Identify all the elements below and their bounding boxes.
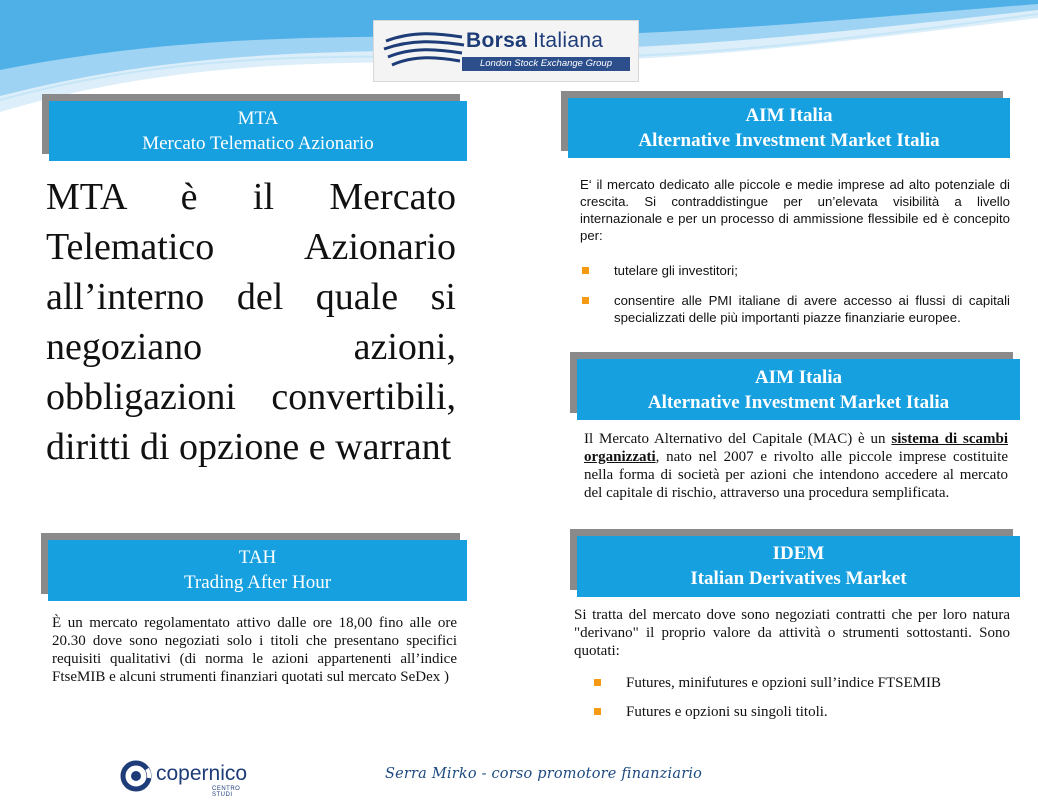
aim-description: E‘ il mercato dedicato alle piccole e medie imprese ad alto potenziale di crescita. Si contraddistingue per un’elevata visibilità a livello internazionale e per un processo di ammissione flessibile ed è concepito per: xyxy=(580,177,1010,243)
bullet-square-icon xyxy=(594,679,601,686)
logo-subtitle: London Stock Exchange Group xyxy=(462,57,630,71)
idem-bullet-1: Futures, minifutures e opzioni sull’indice FTSEMIB xyxy=(594,674,1010,692)
idem-description: Si tratta del mercato dove sono negoziati contratti che per loro natura "derivano" il proprio valore da attività o strumenti sottostanti. Sono quotati: xyxy=(574,607,1010,659)
tah-subtitle: Trading After Hour xyxy=(183,572,332,593)
idem-bullet-2: Futures e opzioni su singoli titoli. xyxy=(594,703,1010,721)
bullet-square-icon xyxy=(594,708,601,715)
copernico-swirl-icon xyxy=(120,760,152,792)
aim-subtitle: Alternative Investment Market Italia xyxy=(638,130,940,151)
logo-name: Borsa Italiana xyxy=(466,29,604,52)
aim-banner xyxy=(568,98,1010,158)
aim-bullet-2: consentire alle PMI italiane di avere accesso ai flussi di capitali specializzati delle più importanti piazze finanziarie europee. xyxy=(582,292,1010,346)
mac-description: Il Mercato Alternativo del Capitale (MAC) è un sistema di scambi organizzati, nato nel 2007 e rivolto alle piccole imprese costituite nella forma di società per azioni che intendono accedere al mercato del capitale di rischio, attraverso una procedura semplificata. xyxy=(584,431,1009,501)
tah-title: TAH xyxy=(238,547,277,568)
mac-highlight: sistema di scambi organizzati xyxy=(584,431,1009,465)
bullet-square-icon xyxy=(582,297,589,304)
bullet-square-icon xyxy=(582,267,589,274)
borsa-logo-lines-icon xyxy=(382,31,468,71)
tah-banner xyxy=(48,540,467,601)
aim-title: AIM Italia xyxy=(745,105,833,126)
idem-title: IDEM xyxy=(772,543,825,564)
aim-bullet-1: tutelare gli investitori; xyxy=(582,262,1010,280)
idem-subtitle: Italian Derivatives Market xyxy=(690,568,907,589)
copernico-name: copernico xyxy=(156,762,248,785)
borsa-italiana-logo xyxy=(373,20,639,82)
copernico-subtitle: CENTRO STUDI xyxy=(212,786,241,798)
mta-subtitle: Mercato Telematico Azionario xyxy=(142,133,374,154)
mta-banner xyxy=(49,101,467,161)
mta-title: MTA xyxy=(237,108,279,129)
mta-description: MTA è il Mercato Telematico Azionario all’interno del quale si negoziano azioni, obbligazioni convertibili, diritti di opzione e warrant xyxy=(46,176,456,468)
mac-banner xyxy=(577,359,1020,420)
idem-banner xyxy=(577,536,1020,597)
tah-description: È un mercato regolamentato attivo dalle ore 18,00 fino alle ore 20.30 dove sono negoziati solo i titoli che presentano specifici requisiti qualitativi (di norma le azioni appartenenti all’indice FtseMIB e alcuni strumenti finanziari quotati sul mercato SeDex ) xyxy=(52,615,457,685)
mac-subtitle: Alternative Investment Market Italia xyxy=(647,392,950,413)
footer-author: Serra Mirko - corso promotore finanziario xyxy=(385,766,703,782)
mac-title: AIM Italia xyxy=(754,367,843,388)
